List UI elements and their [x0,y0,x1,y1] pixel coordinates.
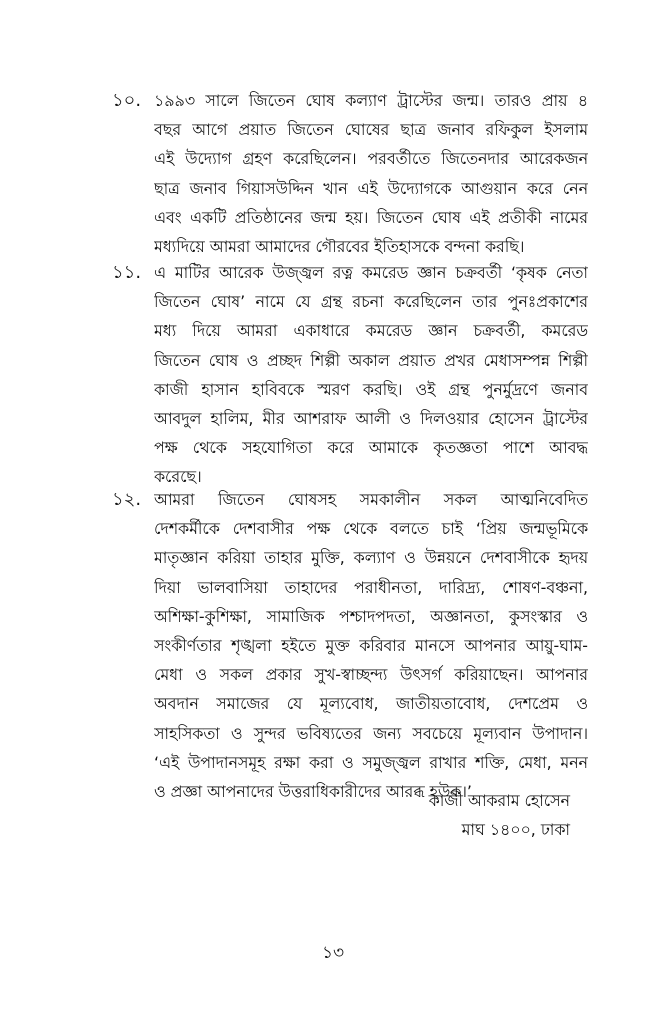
text-line: মেধা ও সকল প্রকার সুখ-স্বাচ্ছন্দ্য উৎসর্গ করিয়াছেন। আপনার [154,665,588,685]
text-line: অশিক্ষা-কুশিক্ষা, সামাজিক পশ্চাদপদতা, অজ্ঞানতা, কুসংস্কার ও [154,606,588,626]
paragraph-number: ১০. [112,90,142,111]
text-line: কাজী হাসান হাবিবকে স্মরণ করছি। ওই গ্রন্থ পুনর্মুদ্রণে জনাব [154,379,588,399]
numbered-paragraph-10 [112,86,588,261]
text-line: দেশকর্মীকে দেশবাসীর পক্ষ থেকে বলতে চাই ‘প্রিয় জন্মভূমিকে [154,519,588,539]
text-line: করেছে। [154,467,202,487]
text-line: সাহসিকতা ও সুন্দর ভবিষ্যতের জন্য সবচেয়ে মূল্যবান উপাদান। [154,723,588,743]
text-line: ছাত্র জনাব গিয়াসউদ্দিন খান এই উদ্যোগকে আগুয়ান করে নেন [154,178,588,198]
paragraph-body [154,258,588,492]
text-line: মধ্য দিয়ে আমরা একাধারে কমরেড জ্ঞান চক্রবর্তী, কমরেড [154,321,588,341]
text-line: জিতেন ঘোষ ও প্রচ্ছদ শিল্পী অকাল প্রয়াত প্রখর মেধাসম্পন্ন শিল্পী [154,350,588,370]
text-line: জিতেন ঘোষ’ নামে যে গ্রন্থ রচনা করেছিলেন তার পুনঃপ্রকাশের [154,292,588,312]
signature-date-place: মাঘ ১৪০০, ঢাকা [461,820,570,839]
page-number: ১৩ [321,943,345,963]
text-line: মাতৃজ্ঞান করিয়া তাহার মুক্তি, কল্যাণ ও উন্নয়নে দেশবাসীকে হৃদয় [154,548,588,568]
text-line: অবদান সমাজের যে মূল্যবোধ, জাতীয়তাবোধ, দেশপ্রেম ও [154,694,588,714]
text-line: আমরা জিতেন ঘোষসহ সমকালীন সকল আত্মনিবেদিত [154,490,588,509]
text-line: এবং একটি প্রতিষ্ঠানের জন্ম হয়। জিতেন ঘোষ এই প্রতীকী নামের [154,207,588,227]
text-line: এ মাটির আরেক উজ্জ্বল রত্ন কমরেড জ্ঞান চক্রবর্তী ‘কৃষক নেতা [154,263,588,282]
author-signature-name: কাজী আকরাম হোসেন [428,791,570,810]
text-line: বছর আগে প্রয়াত জিতেন ঘোষের ছাত্র জনাব রফিকুল ইসলাম [154,120,588,140]
numbered-paragraph-12 [112,485,588,806]
paragraph-number: ১২. [112,489,142,510]
text-line: ১৯৯৩ সালে জিতেন ঘোষ কল্যাণ ট্রাস্টের জন্ম। তারও প্রায় ৪ [154,91,588,110]
text-line: ‘এই উপাদানসমূহ রক্ষা করা ও সমুজ্জ্বল রাখার শক্তি, মেধা, মনন [154,752,588,772]
paragraph-body [154,485,588,806]
text-line: দিয়া ভালবাসিয়া তাহাদের পরাধীনতা, দারিদ্র্য, শোষণ-বঞ্চনা, [154,577,588,597]
paragraph-number: ১১. [112,262,142,283]
text-line: পক্ষ থেকে সহযোগিতা করে আমাকে কৃতজ্ঞতা পাশে আবদ্ধ [154,438,588,458]
text-line: ও প্রজ্ঞা আপনাদের উত্তরাধিকারীদের আরব্ধ হউক।’ [154,781,472,801]
text-line: মধ্যদিয়ে আমরা আমাদের গৌরবের ইতিহাসকে বন্দনা করছি। [154,236,525,256]
text-line: আবদুল হালিম, মীর আশরাফ আলী ও দিলওয়ার হোসেন ট্রাস্টের [154,408,588,428]
paragraph-body [154,86,588,261]
numbered-paragraph-11 [112,258,588,492]
text-line: এই উদ্যোগ গ্রহণ করেছিলেন। পরবর্তীতে জিতেনদার আরেকজন [154,149,588,169]
text-line: সংকীর্ণতার শৃঙ্খলা হইতে মুক্ত করিবার মানসে আপনার আয়ু-ঘাম- [154,635,588,655]
